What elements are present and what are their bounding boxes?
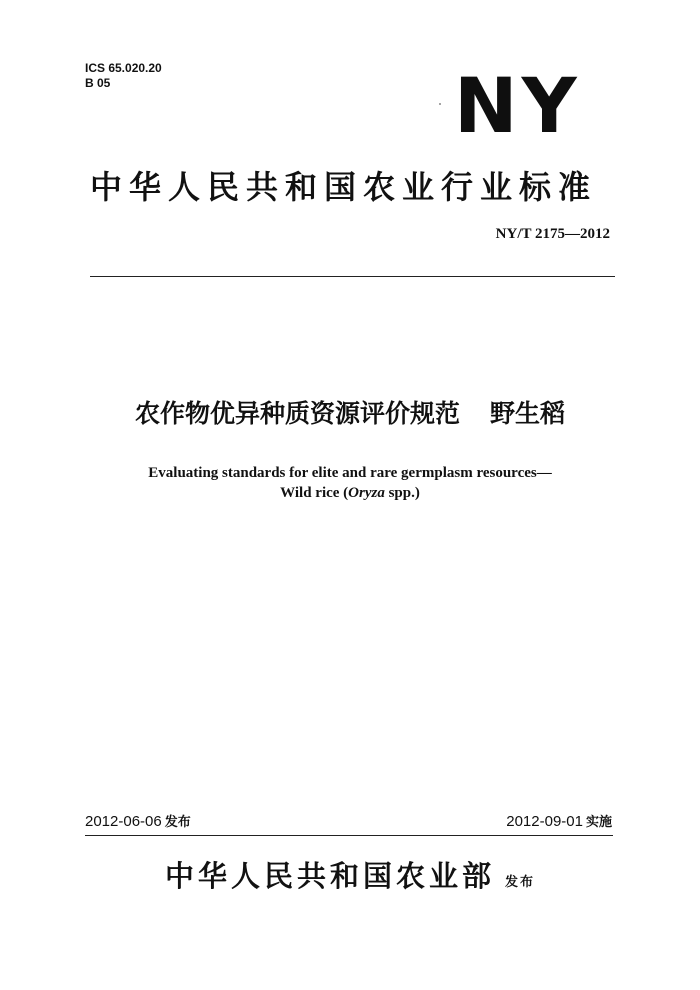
standard-number: NY/T 2175—2012: [495, 226, 610, 242]
issuer: [0, 858, 700, 901]
implementation-date-value: 2012-09-01: [506, 813, 583, 830]
ny-logo: NY: [454, 61, 581, 150]
document-title-cn-sub: 野生稻: [490, 399, 566, 428]
bottom-divider: [85, 835, 613, 836]
en-title-genus: Oryza: [348, 485, 385, 501]
implementation-date: [506, 812, 612, 833]
en-title-prefix: Wild rice (: [280, 485, 349, 501]
en-title-suffix: spp.): [384, 485, 420, 501]
issue-date-value: 2012-06-06: [85, 813, 162, 830]
document-title-cn-main: 农作物优异种质资源评价规范: [134, 399, 460, 428]
standard-category-title: 中华人民共和国农业行业标准: [90, 168, 598, 206]
document-title-cn: [0, 398, 700, 430]
document-title-en-line2: [0, 483, 700, 503]
issue-date: [85, 812, 191, 833]
document-title-en-line1: Evaluating standards for elite and rare germplasm resources—: [148, 465, 552, 481]
issue-date-label: 发布: [164, 815, 191, 830]
scan-speck: [439, 103, 441, 105]
issuer-organization: 中华人民共和国农业部: [164, 859, 495, 893]
implementation-date-label: 实施: [585, 815, 612, 830]
ics-code: ICS 65.020.20: [85, 61, 162, 75]
ccs-code: B 05: [85, 76, 111, 90]
top-divider: [90, 276, 615, 277]
issuer-action: 发布: [505, 875, 536, 890]
